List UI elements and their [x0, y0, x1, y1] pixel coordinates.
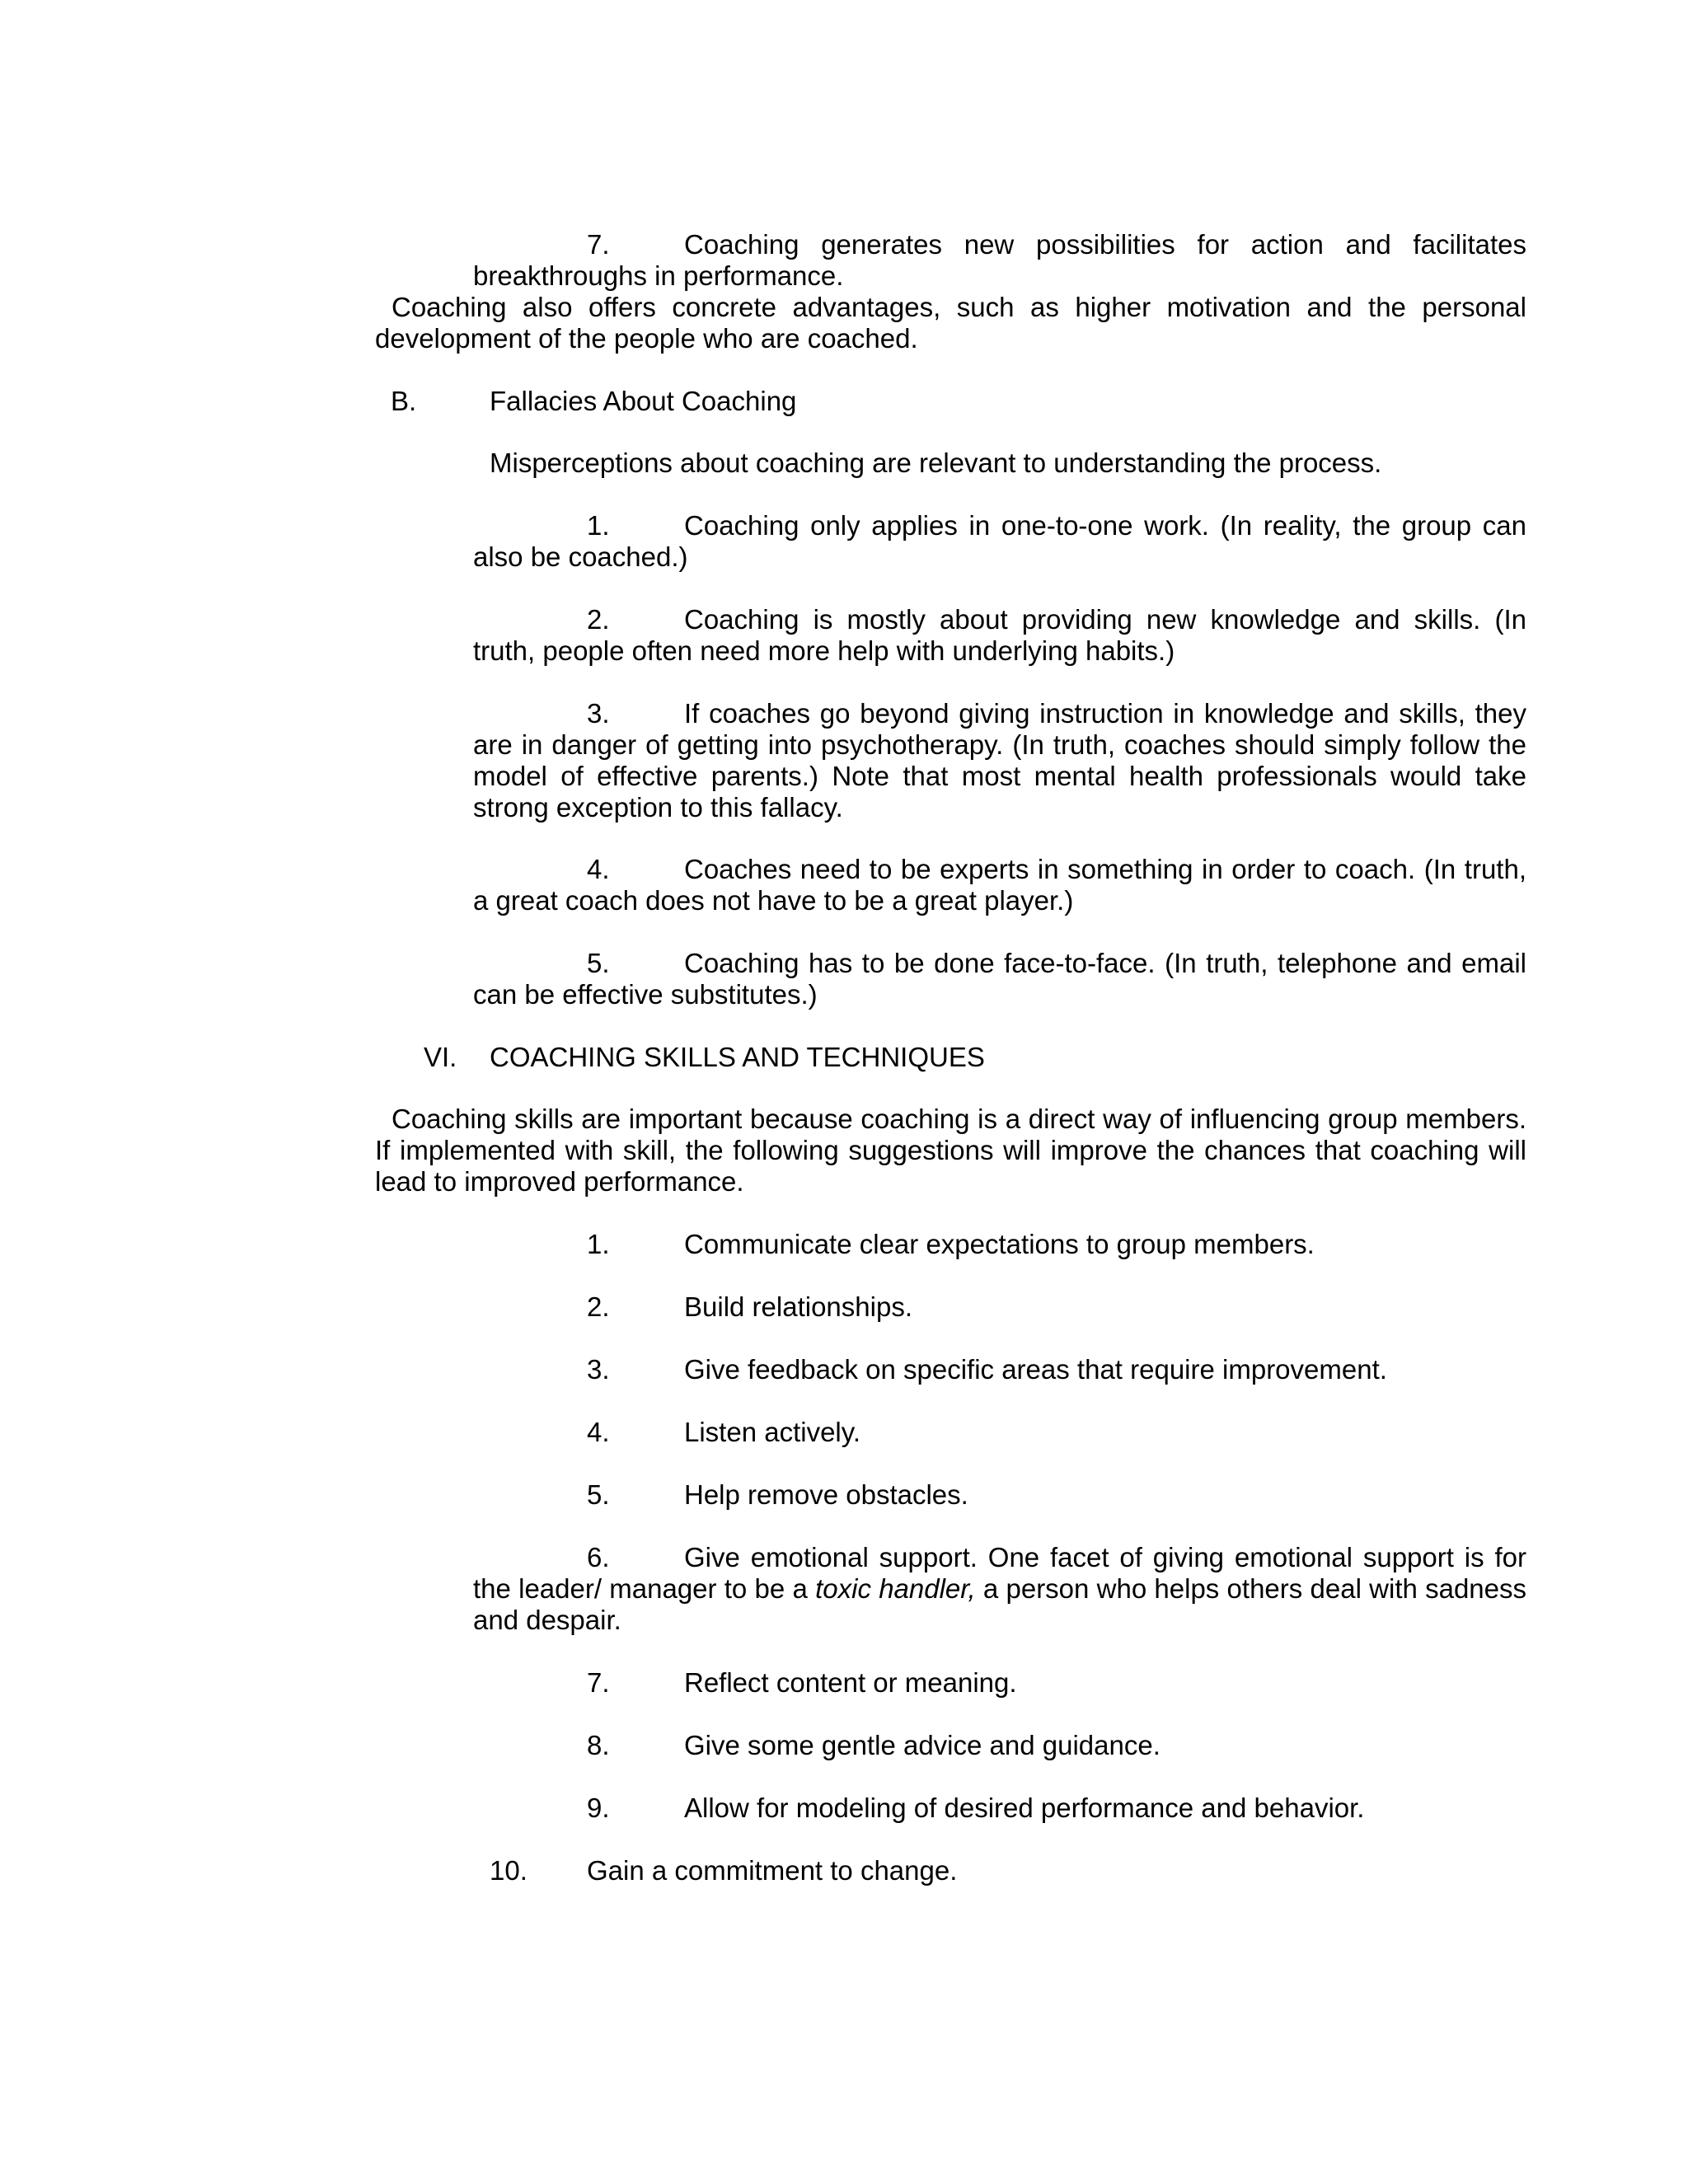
list-item-text: Coaching has to be done face-to-face. (In truth, telephone and email — [684, 948, 1526, 978]
paragraph: Coaching also offers concrete advantages, such as higher motivation and the personal development of the people who are coached. — [375, 292, 1526, 354]
list-number: 2. — [587, 604, 610, 635]
list-number: 5. — [587, 1479, 610, 1510]
list-number: 1. — [587, 510, 610, 541]
list-item-text: Build relationships. — [684, 1291, 912, 1322]
list-number: 4. — [587, 1417, 610, 1447]
list-item-text: can be effective substitutes.) — [473, 979, 818, 1010]
list-item-text: Communicate clear expectations to group members. — [684, 1229, 1315, 1259]
text-run: a person who helps others deal with sadness and despair. — [473, 1573, 1526, 1635]
list-item-text: Gain a commitment to change. — [587, 1855, 958, 1886]
list-item-text: Listen actively. — [684, 1417, 860, 1447]
list-number: 1. — [587, 1229, 610, 1259]
section-heading: COACHING SKILLS AND TECHNIQUES — [490, 1042, 985, 1072]
list-item-text: also be coached.) — [473, 541, 688, 572]
list-item-text: Reflect content or meaning. — [684, 1667, 1017, 1698]
list-number: 10. — [490, 1855, 528, 1886]
section-numeral: VI. — [424, 1042, 457, 1072]
text-run: the leader/ manager to be a — [473, 1573, 816, 1604]
list-item-text: a great coach does not have to be a great player.) — [473, 885, 1074, 916]
list-number: 8. — [587, 1730, 610, 1760]
list-item-text: If coaches go beyond giving instruction in knowledge and skills, they — [684, 698, 1526, 729]
list-number: 4. — [587, 854, 610, 884]
list-item-text: Give emotional support. One facet of giving emotional support is for — [684, 1542, 1526, 1572]
list-item-text: breakthroughs in performance. — [473, 260, 844, 291]
list-number: 7. — [587, 1667, 610, 1698]
emphasized-term: toxic handler, — [815, 1573, 976, 1604]
list-item-text: are in danger of getting into psychotherapy. (In truth, coaches should simply follow the model of effective parents.) Note that most mental health professionals would take strong exception to this fallacy. — [473, 729, 1526, 823]
list-item-text: Coaching only applies in one-to-one work. (In reality, the group can — [684, 510, 1526, 541]
list-number: 6. — [587, 1542, 610, 1572]
list-number: 2. — [587, 1291, 610, 1322]
list-item-text: Coaches need to be experts in something in order to coach. (In truth, — [684, 854, 1526, 884]
list-item-text: Give some gentle advice and guidance. — [684, 1730, 1160, 1760]
list-item-text: Help remove obstacles. — [684, 1479, 968, 1510]
list-number: 7. — [587, 229, 610, 260]
section-heading: Fallacies About Coaching — [490, 386, 797, 416]
list-number: 9. — [587, 1793, 610, 1823]
list-number: 5. — [587, 948, 610, 978]
list-item-text: Give feedback on specific areas that require improvement. — [684, 1354, 1387, 1385]
list-item-text: Allow for modeling of desired performance and behavior. — [684, 1793, 1365, 1823]
paragraph: Misperceptions about coaching are relevant to understanding the process. — [490, 448, 1382, 478]
list-item-text: Coaching generates new possibilities for action and facilitates — [684, 229, 1526, 260]
list-item-text: Coaching is mostly about providing new knowledge and skills. (In — [684, 604, 1526, 635]
list-number: 3. — [587, 698, 610, 729]
list-number: 3. — [587, 1354, 610, 1385]
list-item-text: truth, people often need more help with underlying habits.) — [473, 635, 1175, 666]
list-item-text — [473, 1573, 1526, 1636]
paragraph: Coaching skills are important because coaching is a direct way of influencing group members. If implemented with skill, the following suggestions will improve the chances that coaching will lead to improved performance. — [375, 1104, 1526, 1197]
section-letter: B. — [391, 386, 417, 416]
